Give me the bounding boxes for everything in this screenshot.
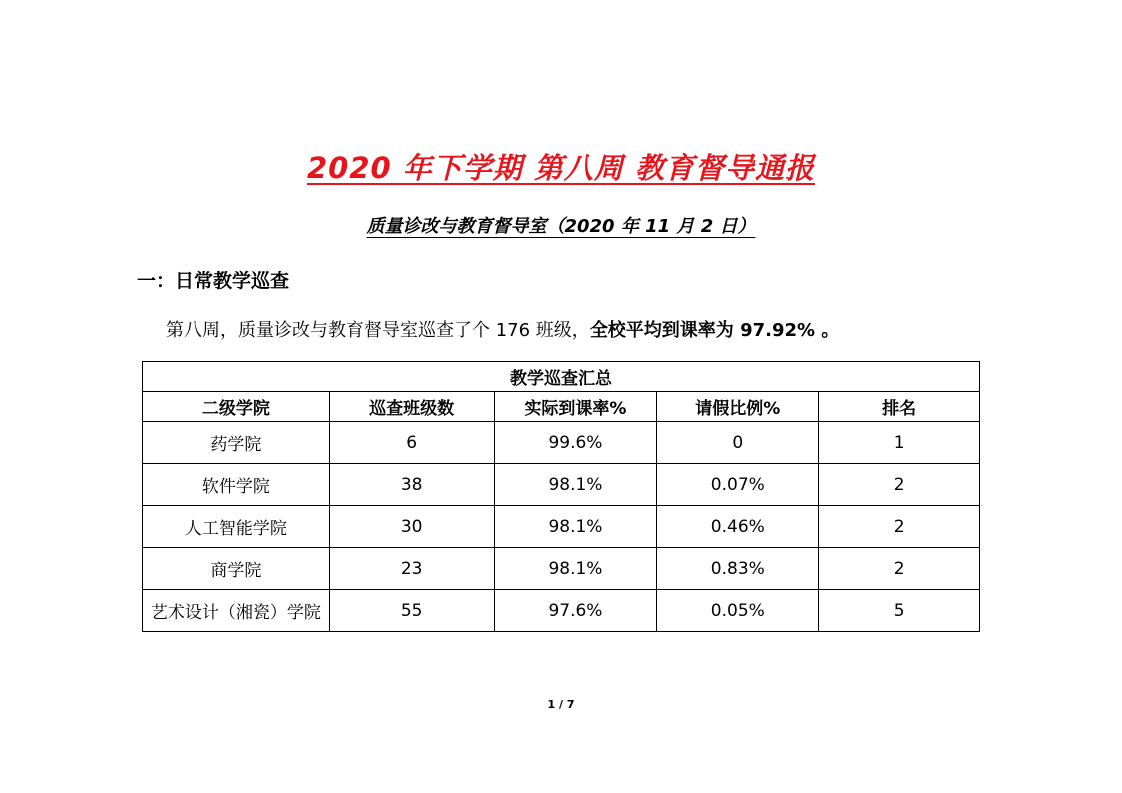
cell-leave-ratio: 0.46% bbox=[657, 506, 819, 548]
column-header-class-count: 巡查班级数 bbox=[329, 392, 494, 422]
column-header-leave-ratio: 请假比例% bbox=[657, 392, 819, 422]
cell-leave-ratio: 0.05% bbox=[657, 590, 819, 632]
cell-rank: 5 bbox=[819, 590, 980, 632]
cell-leave-ratio: 0.83% bbox=[657, 548, 819, 590]
paragraph-plain-text: 第八周，质量诊改与教育督导室巡查了个 176 班级， bbox=[166, 320, 590, 341]
cell-attendance-rate: 99.6% bbox=[494, 422, 657, 464]
table-row bbox=[143, 506, 980, 548]
cell-attendance-rate: 97.6% bbox=[494, 590, 657, 632]
document-subtitle bbox=[0, 212, 1122, 238]
table-caption: 教学巡查汇总 bbox=[143, 362, 980, 392]
cell-class-count: 6 bbox=[329, 422, 494, 464]
cell-college: 软件学院 bbox=[143, 464, 330, 506]
cell-attendance-rate: 98.1% bbox=[494, 506, 657, 548]
cell-class-count: 23 bbox=[329, 548, 494, 590]
cell-college: 药学院 bbox=[143, 422, 330, 464]
cell-college: 人工智能学院 bbox=[143, 506, 330, 548]
paragraph-bold-text: 全校平均到课率为 97.92% 。 bbox=[589, 320, 840, 341]
cell-leave-ratio: 0 bbox=[657, 422, 819, 464]
column-header-rank: 排名 bbox=[819, 392, 980, 422]
inspection-summary-table bbox=[142, 361, 980, 632]
table-row bbox=[143, 548, 980, 590]
summary-paragraph bbox=[166, 316, 839, 342]
section-heading: 一：日常教学巡查 bbox=[137, 270, 290, 292]
document-subtitle-text: 质量诊改与教育督导室（2020 年 11 月 2 日） bbox=[366, 216, 756, 237]
table-row bbox=[143, 422, 980, 464]
document-title-text: 2020 年下学期 第八周 教育督导通报 bbox=[306, 151, 815, 185]
cell-attendance-rate: 98.1% bbox=[494, 548, 657, 590]
table-caption-row bbox=[143, 362, 980, 392]
table-header-row bbox=[143, 392, 980, 422]
cell-class-count: 55 bbox=[329, 590, 494, 632]
page-number: 1 / 7 bbox=[547, 698, 575, 711]
cell-college: 商学院 bbox=[143, 548, 330, 590]
column-header-college: 二级学院 bbox=[143, 392, 330, 422]
cell-rank: 2 bbox=[819, 464, 980, 506]
cell-leave-ratio: 0.07% bbox=[657, 464, 819, 506]
cell-rank: 1 bbox=[819, 422, 980, 464]
column-header-attendance-rate: 实际到课率% bbox=[494, 392, 657, 422]
document-title bbox=[0, 146, 1122, 187]
cell-rank: 2 bbox=[819, 548, 980, 590]
cell-attendance-rate: 98.1% bbox=[494, 464, 657, 506]
table-row bbox=[143, 590, 980, 632]
cell-college: 艺术设计（湘瓷）学院 bbox=[143, 590, 330, 632]
cell-rank: 2 bbox=[819, 506, 980, 548]
cell-class-count: 38 bbox=[329, 464, 494, 506]
cell-class-count: 30 bbox=[329, 506, 494, 548]
table-row bbox=[143, 464, 980, 506]
